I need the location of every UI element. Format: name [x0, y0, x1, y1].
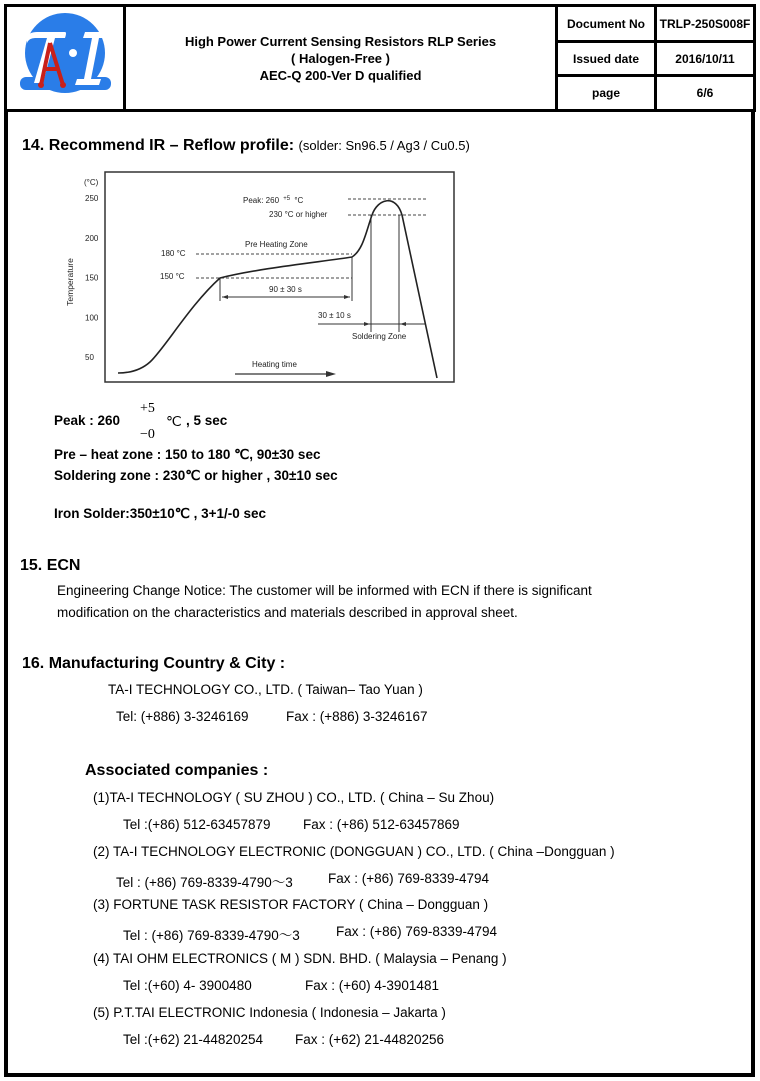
company-name: (4) TAI OHM ELECTRONICS ( M ) SDN. BHD. ( Malaysia – Penang )	[93, 951, 507, 966]
hq-fax: Fax : (+886) 3-3246167	[286, 709, 428, 724]
company-tel: Tel :(+86) 512-63457879	[123, 817, 271, 832]
y-tick-label: 200	[85, 233, 99, 243]
annotation-preheat-duration: 90 ± 30 s	[269, 285, 302, 294]
y-tick-label: 50	[85, 353, 94, 362]
company-name: (2) TA-I TECHNOLOGY ELECTRONIC (DONGGUAN ) CO., LTD. ( China –Dongguan )	[93, 844, 615, 859]
page-value: 6/6	[696, 86, 714, 100]
spec-peak-minus: −0	[140, 427, 155, 442]
company-tel: Tel :(+60) 4- 3900480	[123, 978, 252, 993]
annotation-peak: Peak: 260 $^{+5}$ °C	[243, 196, 304, 205]
company-fax: Fax : (+86) 769-8339-4794	[328, 871, 489, 886]
spec-soldering: Soldering zone : 230℃ or higher , 30±10 sec	[54, 468, 338, 483]
y-tick-label: 100	[85, 313, 99, 323]
company-tel: Tel : (+86) 769-8339-4790～3	[123, 928, 300, 943]
section-15-title: 15. ECN	[20, 557, 81, 574]
y-axis-label: Temperature	[65, 258, 75, 306]
company-name: (3) FORTUNE TASK RESISTOR FACTORY ( China – Dongguan )	[93, 897, 489, 912]
spec-iron-solder: Iron Solder:350±10℃ , 3+1/-0 sec	[54, 506, 267, 521]
ecn-text-line-1: Engineering Change Notice: The customer will be informed with ECN if there is significant	[57, 583, 592, 598]
spec-peak-prefix: Peak : 260	[54, 413, 121, 428]
spec-preheat: Pre – heat zone : 150 to 180 ℃, 90±30 sec	[54, 447, 321, 462]
spec-peak	[54, 413, 120, 428]
title-line-2: ( Halogen-Free )	[291, 51, 390, 66]
annotation-soldering-zone: Soldering Zone	[352, 332, 407, 341]
company-tel: Tel :(+62) 21-44820254	[123, 1032, 263, 1047]
spec-peak-plus: +5	[140, 401, 155, 416]
page-label: page	[591, 86, 620, 100]
reflow-profile-chart	[0, 0, 760, 400]
hq-company-name: TA-I TECHNOLOGY CO., LTD. ( Taiwan– Tao Yuan )	[108, 682, 423, 697]
company-fax: Fax : (+86) 769-8339-4794	[336, 924, 497, 939]
section-16-title: 16. Manufacturing Country & City :	[22, 655, 286, 672]
company-fax: Fax : (+60) 4-3901481	[305, 978, 439, 993]
spec-peak-suffix: , 5 sec	[186, 413, 228, 428]
document-no-value: TRLP-250S008F	[659, 16, 751, 31]
y-unit-label: (°C)	[84, 178, 99, 187]
annotation-230: 230 °C or higher	[269, 210, 328, 219]
issued-date-label: Issued date	[572, 51, 640, 66]
title-line-1: High Power Current Sensing Resistors RLP Series	[184, 34, 497, 49]
annotation-solder-duration: 30 ± 10 s	[318, 311, 351, 320]
company-name: (5) P.T.TAI ELECTRONIC Indonesia ( Indonesia – Jakarta )	[93, 1005, 446, 1020]
company-fax: Fax : (+86) 512-63457869	[303, 817, 460, 832]
title-line-3: AEC-Q 200-Ver D qualified	[259, 68, 422, 83]
annotation-preheat-zone: Pre Heating Zone	[245, 240, 308, 249]
spec-peak-unit: ℃	[166, 413, 182, 429]
annotation-180: 180 °C	[161, 249, 186, 258]
company-tel: Tel : (+86) 769-8339-4790～3	[116, 875, 293, 890]
issued-date-value: 2016/10/11	[675, 51, 735, 66]
company-fax: Fax : (+62) 21-44820256	[295, 1032, 444, 1047]
section-14-subtitle: (solder: Sn96.5 / Ag3 / Cu0.5)	[298, 138, 470, 153]
hq-tel: Tel: (+886) 3-3246169	[116, 709, 249, 724]
annotation-150: 150 °C	[160, 272, 185, 281]
ecn-text-line-2: modification on the characteristics and materials described in approval sheet.	[57, 605, 518, 620]
associated-companies-title: Associated companies :	[85, 762, 269, 779]
x-axis-label: Heating time	[252, 360, 297, 369]
company-name: (1)TA-I TECHNOLOGY ( SU ZHOU ) CO., LTD. ( China – Su Zhou)	[93, 790, 495, 805]
y-tick-label: 250	[85, 194, 99, 203]
section-14-title: 14. Recommend IR – Reflow profile:	[22, 137, 295, 154]
y-tick-label: 150	[85, 273, 99, 283]
document-no-label: Document No	[567, 16, 645, 31]
